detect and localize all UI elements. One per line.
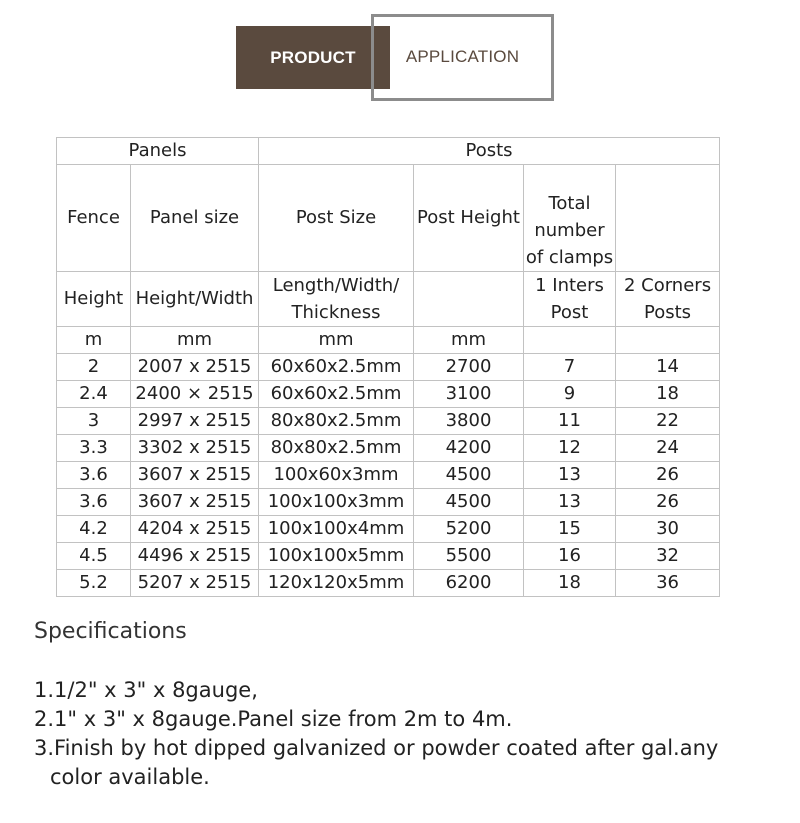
inters-clamps-cell: 12 [524,435,616,462]
table-row [57,516,720,543]
post-size-cell: 100x60x3mm [259,462,414,489]
post-size-cell: 120x120x5mm [259,570,414,597]
inters-post-subheader: 1 Inters Post [524,272,616,327]
spec-item-continuation: color available. [50,765,210,789]
corner-clamps-cell: 30 [616,516,720,543]
post-height-cell: 4500 [414,489,524,516]
panel-size-cell: 5207 x 2515 [131,570,259,597]
corner-clamps-cell: 18 [616,381,720,408]
post-size-cell: 100x100x3mm [259,489,414,516]
post-height-unit: mm [414,327,524,354]
tab-application-label: APPLICATION [405,46,520,66]
spec-item: 3.Finish by hot dipped galvanized or powder coated after gal.any [34,736,719,760]
tab-product[interactable] [236,26,390,89]
fence-height-cell: 3.6 [57,462,131,489]
specifications-heading: Specifications [34,619,187,644]
units-row [57,327,720,354]
corner-clamps-cell: 22 [616,408,720,435]
post-height-header: Post Height [414,165,524,272]
post-size-unit: mm [259,327,414,354]
group-header-row [57,138,720,165]
post-size-cell: 80x80x2.5mm [259,435,414,462]
panel-size-cell: 3607 x 2515 [131,489,259,516]
post-height-cell: 5500 [414,543,524,570]
post-size-cell: 60x60x2.5mm [259,354,414,381]
post-size-header: Post Size [259,165,414,272]
post-height-cell: 3800 [414,408,524,435]
table-row [57,570,720,597]
post-height-cell: 5200 [414,516,524,543]
post-height-cell: 4500 [414,462,524,489]
fence-unit: m [57,327,131,354]
empty-unit-cell [524,327,616,354]
panel-size-cell: 4204 x 2515 [131,516,259,543]
height-subheader: Height [57,272,131,327]
panel-size-header: Panel size [131,165,259,272]
inters-clamps-cell: 9 [524,381,616,408]
corner-clamps-cell: 14 [616,354,720,381]
fence-height-cell: 3.3 [57,435,131,462]
empty-subheader-cell [414,272,524,327]
total-clamps-header: Total number of clamps [524,165,616,272]
panel-size-cell: 2400 × 2515 [131,381,259,408]
inters-clamps-cell: 13 [524,489,616,516]
post-height-cell: 3100 [414,381,524,408]
column-title-row [57,165,720,272]
post-height-cell: 2700 [414,354,524,381]
fence-height-cell: 4.2 [57,516,131,543]
table-row [57,381,720,408]
post-size-cell: 100x100x5mm [259,543,414,570]
corners-posts-subheader: 2 Corners Posts [616,272,720,327]
table-row [57,354,720,381]
fence-height-cell: 3.6 [57,489,131,516]
posts-group-header: Posts [259,138,720,165]
panel-size-cell: 3302 x 2515 [131,435,259,462]
table-row [57,543,720,570]
panel-size-cell: 3607 x 2515 [131,462,259,489]
spec-item: 2.1" x 3" x 8gauge.Panel size from 2m to 4m. [34,707,513,731]
inters-clamps-cell: 13 [524,462,616,489]
post-size-cell: 60x60x2.5mm [259,381,414,408]
spec-item: 1.1/2" x 3" x 8gauge, [34,678,258,702]
inters-clamps-cell: 15 [524,516,616,543]
length-width-thickness-subheader: Length/Width/ Thickness [259,272,414,327]
post-height-cell: 6200 [414,570,524,597]
post-size-cell: 100x100x4mm [259,516,414,543]
table-row [57,435,720,462]
table-row [57,408,720,435]
specification-table [56,137,720,597]
corner-clamps-cell: 36 [616,570,720,597]
empty-unit-cell [616,327,720,354]
post-height-cell: 4200 [414,435,524,462]
panel-unit: mm [131,327,259,354]
fence-height-cell: 4.5 [57,543,131,570]
fence-height-cell: 3 [57,408,131,435]
table-row [57,462,720,489]
fence-height-cell: 5.2 [57,570,131,597]
corner-clamps-cell: 24 [616,435,720,462]
table-row [57,489,720,516]
fence-header: Fence [57,165,131,272]
specifications-list [34,676,774,792]
post-size-cell: 80x80x2.5mm [259,408,414,435]
panel-size-cell: 2007 x 2515 [131,354,259,381]
tab-application[interactable] [371,14,554,101]
empty-header-cell [616,165,720,272]
height-width-subheader: Height/Width [131,272,259,327]
corner-clamps-cell: 32 [616,543,720,570]
corner-clamps-cell: 26 [616,462,720,489]
inters-clamps-cell: 11 [524,408,616,435]
subheader-row [57,272,720,327]
tab-product-label: PRODUCT [270,47,356,67]
panel-size-cell: 4496 x 2515 [131,543,259,570]
corner-clamps-cell: 26 [616,489,720,516]
inters-clamps-cell: 7 [524,354,616,381]
inters-clamps-cell: 18 [524,570,616,597]
fence-height-cell: 2 [57,354,131,381]
fence-height-cell: 2.4 [57,381,131,408]
panels-group-header: Panels [57,138,259,165]
inters-clamps-cell: 16 [524,543,616,570]
panel-size-cell: 2997 x 2515 [131,408,259,435]
